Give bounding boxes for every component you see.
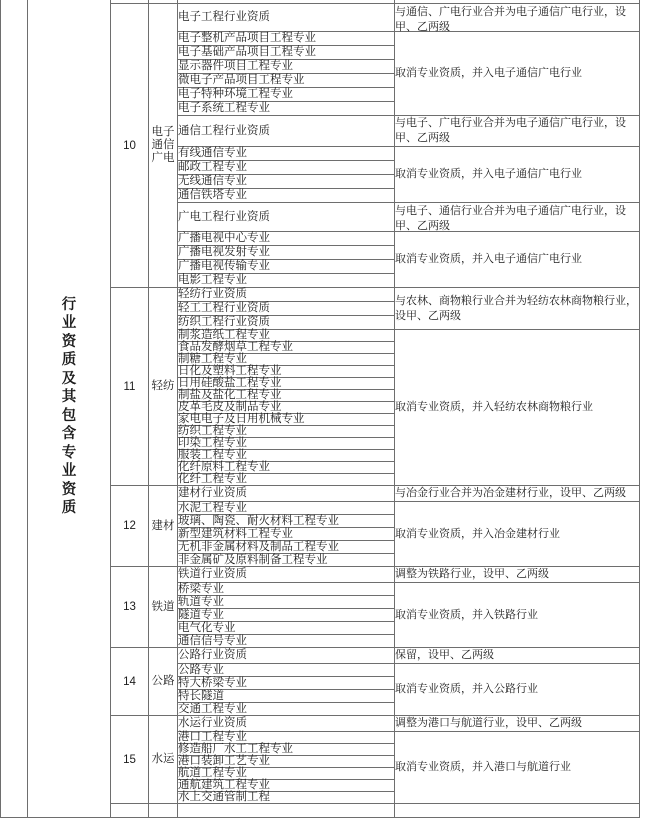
qualification-name-cell: 通信工程行业资质	[178, 116, 395, 147]
qualification-name-cell: 非金属矿及原料制备工程专业	[178, 554, 395, 567]
qualification-name-cell: 通信信号专业	[178, 635, 395, 648]
note-cell	[395, 648, 640, 664]
qualification-name-cell: 微电子产品项目工程专业	[178, 74, 395, 88]
qualification-name-cell: 轻纺行业资质	[178, 288, 395, 302]
note-text: 与电子、广电行业合并为电子通信广电行业，设甲、乙两级	[395, 117, 626, 144]
qualification-name-cell: 显示器件项目工程专业	[178, 60, 395, 74]
qualification-name-cell: 纺织工程行业资质	[178, 316, 395, 330]
qualification-name-cell: 电影工程专业	[178, 274, 395, 288]
section-number: 12	[111, 486, 149, 567]
note-text: 保留，设甲、乙两级	[395, 649, 494, 661]
qualification-name-cell: 交通工程专业	[178, 703, 395, 716]
note-cell	[395, 486, 640, 502]
qualification-name-cell: 桥梁专业	[178, 583, 395, 596]
qualification-name-cell: 印染工程专业	[178, 438, 395, 450]
qualification-name-cell: 铁道行业资质	[178, 567, 395, 583]
note-text: 取消专业资质，并入铁路行业	[395, 608, 538, 621]
note-cell	[395, 288, 640, 330]
qualification-name-cell: 修造船厂水工工程专业	[178, 744, 395, 756]
qualification-name-cell: 家电电子及日用机械专业	[178, 414, 395, 426]
qualification-name-cell: 建材行业资质	[178, 486, 395, 502]
qualification-name-cell: 轻工工程行业资质	[178, 302, 395, 316]
qualification-name-cell: 广播电视发射专业	[178, 246, 395, 260]
section-number: 11	[111, 288, 149, 486]
note-cell	[395, 147, 640, 203]
note-cell	[395, 502, 640, 567]
note-text: 调整为铁路行业，设甲、乙两级	[395, 568, 549, 580]
qualification-name-cell: 化纤原料工程专业	[178, 462, 395, 474]
section-industry: 水运	[149, 716, 178, 804]
blank-left-column	[1, 0, 28, 818]
section-industry: 公路	[149, 648, 178, 716]
qualification-name-cell: 港口装卸工艺专业	[178, 756, 395, 768]
note-text: 取消专业资质，并入公路行业	[395, 683, 538, 695]
qualification-name-cell: 广播电视中心专业	[178, 232, 395, 246]
note-cell	[395, 716, 640, 732]
note-text: 与冶金行业合并为冶金建材行业，设甲、乙两级	[395, 487, 626, 499]
note-cell	[395, 732, 640, 804]
qualification-name-cell: 无机非金属材料及制品工程专业	[178, 541, 395, 554]
section-number: 13	[111, 567, 149, 648]
qualification-name-cell: 航道工程专业	[178, 768, 395, 780]
note-text: 取消专业资质，并入轻纺农林商物粮行业	[395, 401, 593, 413]
note-cell	[395, 203, 640, 232]
row-group-header: 行业资质及其包含专业资质	[61, 296, 77, 516]
note-cell	[395, 583, 640, 648]
qualification-name-cell: 食品发酵烟草工程专业	[178, 342, 395, 354]
qualification-name-cell: 电气化专业	[178, 622, 395, 635]
qualification-name-cell: 轨道专业	[178, 596, 395, 609]
section-industry: 轻纺	[149, 288, 178, 486]
qualification-name-cell: 港口工程专业	[178, 732, 395, 744]
qualification-name-cell: 特长隧道	[178, 690, 395, 703]
qualification-name-cell: 水运行业资质	[178, 716, 395, 732]
note-text: 与电子、通信行业合并为电子通信广电行业，设甲、乙两级	[395, 205, 626, 232]
qualification-name-cell: 电子系统工程专业	[178, 102, 395, 116]
qualification-name-cell: 服装工程专业	[178, 450, 395, 462]
note-text: 与通信、广电行业合并为电子通信广电行业，设甲、乙两级	[395, 6, 626, 33]
note-text: 取消专业资质，并入冶金建材行业	[395, 527, 560, 540]
row-group-header-cell	[28, 0, 111, 818]
note-text: 取消专业资质，并入港口与航道行业	[395, 761, 571, 773]
qualification-name-cell: 电子工程行业资质	[178, 4, 395, 32]
sliver-note-cell	[395, 804, 640, 818]
qualification-name-cell: 化纤工程专业	[178, 474, 395, 486]
qualification-name-cell: 日化及塑料工程专业	[178, 366, 395, 378]
qualification-name-cell: 邮政工程专业	[178, 161, 395, 175]
sliver-industry-cell	[149, 804, 178, 818]
qualification-name-cell: 制盐及盐化工程专业	[178, 390, 395, 402]
note-cell	[395, 116, 640, 147]
qualification-name-cell: 广播电视传输专业	[178, 260, 395, 274]
sliver-specialty-cell	[178, 804, 395, 818]
qualification-name-cell: 电子整机产品项目工程专业	[178, 32, 395, 46]
note-text: 取消专业资质，并入电子通信广电行业	[395, 253, 582, 265]
note-cell	[395, 567, 640, 583]
note-text: 取消专业资质，并入电子通信广电行业	[395, 168, 582, 180]
section-industry: 电子通信广电	[149, 4, 178, 288]
note-text: 取消专业资质，并入电子通信广电行业	[395, 67, 582, 79]
qualification-name-cell: 电子基础产品项目工程专业	[178, 46, 395, 60]
note-cell	[395, 32, 640, 116]
qualification-name-cell: 隧道专业	[178, 609, 395, 622]
qualification-name-cell: 电子特种环境工程专业	[178, 88, 395, 102]
qualification-name-cell: 公路专业	[178, 664, 395, 677]
qualification-name-cell: 通航建筑工程专业	[178, 780, 395, 792]
qualification-name-cell: 公路行业资质	[178, 648, 395, 664]
qualification-name-cell: 无线通信专业	[178, 175, 395, 189]
section-industry: 建材	[149, 486, 178, 567]
section-number: 10	[111, 4, 149, 288]
qualification-name-cell: 制糖工程专业	[178, 354, 395, 366]
qualification-name-cell: 水上交通管制工程	[178, 792, 395, 804]
qualification-name-cell: 广电工程行业资质	[178, 203, 395, 232]
qualification-name-cell: 纺织工程专业	[178, 426, 395, 438]
section-number: 15	[111, 716, 149, 804]
note-cell	[395, 232, 640, 288]
qualification-name-cell: 通信铁塔专业	[178, 189, 395, 203]
section-industry: 铁道	[149, 567, 178, 648]
sliver-number-cell	[111, 804, 149, 818]
qualification-name-cell: 水泥工程专业	[178, 502, 395, 515]
qualification-name-cell: 新型建筑材料工程专业	[178, 528, 395, 541]
qualification-name-cell: 有线通信专业	[178, 147, 395, 161]
qualification-name-cell: 皮革毛皮及制品专业	[178, 402, 395, 414]
qualification-name-cell: 玻璃、陶瓷、耐火材料工程专业	[178, 515, 395, 528]
note-cell	[395, 4, 640, 32]
qualification-name-cell: 特大桥梁专业	[178, 677, 395, 690]
section-number: 14	[111, 648, 149, 716]
note-cell	[395, 664, 640, 716]
note-text: 调整为港口与航道行业，设甲、乙两级	[395, 717, 582, 729]
qualification-name-cell: 制浆造纸工程专业	[178, 330, 395, 342]
qualification-name-cell: 日用硅酸盐工程专业	[178, 378, 395, 390]
note-cell	[395, 330, 640, 486]
note-text: 与农林、商物粮行业合并为轻纺农林商物粮行业，设甲、乙两级	[395, 294, 637, 322]
